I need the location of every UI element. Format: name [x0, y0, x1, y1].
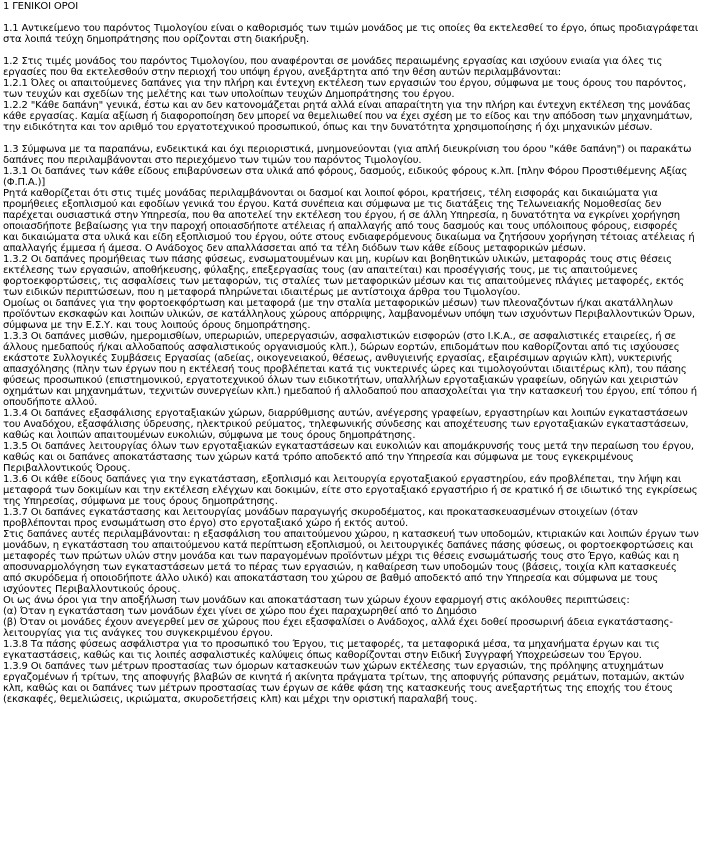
- text-line: φύσεως προσωπικού (επιστημονικού, εργατοτεχνικού όλων των ειδικοτήτων, υπαλλήλων εργοταξιακών γραφείων, οδηγών και χειριστών: [3, 375, 678, 386]
- text-line: και δικαιώματα στα υλικά και είδη εξοπλισμού του έργου, ούτε στους ενδιαφερόμενους δικαίωμα να ζητήσουν χορήγηση τέτοιας ατέλειας ή: [3, 232, 695, 243]
- blank-line: [3, 12, 715, 23]
- text-line: μεταφορές των πρώτων υλών στην μονάδα και των παραγομένων προϊόντων μέχρι τις θέσεις ενσωμάτωσής τους στο Έργο, καθώς και η: [3, 551, 679, 562]
- text-line: καθώς και οι δαπάνες αποκατάστασης των χώρων κατά τρόπο αποδεκτό από την Υπηρεσία και σύμφωνα με τους εγκεκριμένους: [3, 452, 634, 463]
- text-line: των ειδικών περιπτώσεων, που η μεταφορά πληρώνεται ιδιαιτέρως με αντίστοιχα άρθρα του Τιμολογίου.: [3, 287, 521, 298]
- text-line: (α) Όταν η εγκατάσταση των μονάδων έχει γίνει σε χώρο που έχει παραχωρηθεί από το Δημόσιο: [3, 606, 477, 617]
- text-line: ισχύοντες Περιβαλλοντικούς όρους.: [3, 584, 181, 595]
- text-line: εκάστοτε Συλλογικές Συμβάσεις Εργασίας (αδείας, οικογενειακού, θέσεως, ανθυγιεινής εργασίας, εξαιρέσιμων αργιών κλπ), νυκτερινής: [3, 353, 673, 364]
- text-line: (β) Όταν οι μονάδες έχουν ανεγερθεί μεν σε χώρους που έχει εξασφαλίσει ο Ανάδοχος, αλλά έχει δοθεί προσωρινή άδεια εγκατάστασης-: [3, 617, 673, 628]
- text-line: 1.3.8 Τα πάσης φύσεως ασφάλιστρα για το προσωπικό του Έργου, τις μεταφορές, τα μεταφορικά μέσα, τα μηχανήματα έργων και τις: [3, 639, 660, 650]
- text-line: οποιασδήποτε βεβαίωσης για την παροχή οποιασδήποτε ατέλειας ή απαλλαγής από τους δασμούς και τους υπόλοιπους φόρους, εισφορές: [3, 221, 678, 232]
- section-1-3: [3, 144, 715, 705]
- text-line: λειτουργίας για τις ανάγκες του συγκεκριμένου έργου.: [3, 628, 273, 639]
- text-line: 1.2.2 "Κάθε δαπάνη" γενικά, έστω και αν δεν κατονομάζεται ρητά αλλά είναι απαραίτητη για την πλήρη και έντεχνη εκτέλεση της μονάδας: [3, 100, 691, 111]
- text-line: Ρητά καθορίζεται ότι στις τιμές μονάδας περιλαμβάνονται οι δασμοί και λοιποί φόροι, κρατήσεις, τέλη εισφοράς και δικαιώματα για: [3, 188, 658, 199]
- text-line: 1.3 Σύμφωνα με τα παραπάνω, ενδεικτικά και όχι περιοριστικά, μνημονεύονται (για απλή διευκρίνιση του όρου "κάθε δαπάνη") οι παρακάτω: [3, 144, 692, 155]
- text-line: 1.3.3 Οι δαπάνες μισθών, ημερομισθίων, υπερωριών, υπερεργασιών, ασφαλιστικών εισφορών (στο Ι.Κ.Α., σε ασφαλιστικές εταιρείες, ή σε: [3, 331, 676, 342]
- text-line: δαπάνες που περιλαμβάνονται στο περιεχόμενο των τιμών του παρόντος Τιμολογίου.: [3, 155, 422, 166]
- text-line: σύμφωνα με την Ε.Σ.Υ. και τους λοιπούς όρους δημοπράτησης.: [3, 320, 311, 331]
- text-line: προϊόντων εκσκαφών και λοιπών υλικών, σε κατάλληλους χώρους απόρριψης, λαμβανομένων υπόψη των ισχυόντων Περιβαλλοντικών Όρων,: [3, 309, 695, 320]
- text-line: 1.3.1 Οι δαπάνες των κάθε είδους επιβαρύνσεων στα υλικά από φόρους, δασμούς, ειδικούς φόρους κ.λπ. [πλην Φόρου Προστιθέμενης Αξίας: [3, 166, 688, 177]
- text-line: 1.3.2 Οι δαπάνες προμήθειας των πάσης φύσεως, ενσωματουμένων και μη, κυρίων και βοηθητικών υλικών, μεταφοράς τους στις θέσεις: [3, 254, 672, 265]
- document: [3, 1, 715, 705]
- document-heading: 1 ΓΕΝΙΚΟΙ ΟΡΟΙ: [3, 1, 79, 12]
- text-line: των τευχών και σχεδίων της μελέτης και των υπολοίπων τευχών Δημοπράτησης του έργου.: [3, 89, 455, 100]
- text-line: στα λοιπά τεύχη δημοπράτησης που ορίζονται στη διακήρυξη.: [3, 34, 309, 45]
- text-line: οχημάτων και μηχανημάτων, τεχνιτών συνεργείων κλπ.) ημεδαπού ή αλλοδαπού που απασχολείται για την κατασκευή του έργου, επί τόπου ή: [3, 386, 697, 397]
- text-line: προμήθειες εξοπλισμού και εφοδίων γενικά του έργου. Κατά συνέπεια και σύμφωνα με τις διατάξεις της Τελωνειακής Νομοθεσίας δεν: [3, 199, 662, 210]
- text-line: Οι ως άνω όροι για την αποξήλωση των μονάδων και αποκατάσταση των χώρων έχουν εφαρμογή στις ακόλουθες περιπτώσεις:: [3, 595, 630, 606]
- text-line: εκτέλεσης των εργασιών, αποθήκευσης, φύλαξης, επεξεργασίας τους (αν απαιτείται) και προσέγγισής τους, με τις απαιτούμενες: [3, 265, 638, 276]
- text-line: 1.2.1 Όλες οι απαιτούμενες δαπάνες για την πλήρη και έντεχνη εκτέλεση των εργασιών του έργου, σύμφωνα με τους όρους του παρόντος,: [3, 78, 687, 89]
- text-line: Ομοίως οι δαπάνες για την φορτοεκφόρτωση και μεταφορά (με την σταλία μεταφορικών μέσων) των πλεοναζόντων ή/και ακατάλληλων: [3, 298, 673, 309]
- text-line: προβλέπονται προς ενσωμάτωση στο έργο) στο εργοταξιακό χώρο ή εκτός αυτού.: [3, 518, 409, 529]
- text-line: αποσυναρμολόγηση των εγκαταστάσεων μετά το πέρας των εργασιών, η καθαίρεση των υποδομών τους (βάσεις, τοιχία κλπ κατασκευές: [3, 562, 677, 573]
- text-line: της Υπηρεσίας, σύμφωνα με τους όρους δημοπράτησης.: [3, 496, 278, 507]
- text-line: μονάδων, η εγκατάσταση του απαιτούμενου κατά περίπτωση εξοπλισμού, οι λειτουργικές δαπάνες πάσης φύσεως, οι φορτοεκφορτώσεις και: [3, 540, 694, 551]
- text-line: μεταφορά των δοκιμίων και την εκτέλεση ελέγχων και δοκιμών, είτε στο εργοταξιακό εργαστήριο ή σε κρατικό ή σε ιδιωτικό της εγκρίσεως: [3, 485, 698, 496]
- text-line: 1.1 Αντικείμενο του παρόντος Τιμολογίου είναι ο καθορισμός των τιμών μονάδος με τις οποίες θα εκτελεσθεί το έργο, όπως προδιαγράφεται: [3, 23, 699, 34]
- text-line: του Αναδόχου, εξασφάλισης ύδρευσης, ηλεκτρικού ρεύματος, τηλεφωνικής σύνδεσης και αποχέτευσης των εργοταξιακών εγκαταστάσεων,: [3, 419, 689, 430]
- text-line: κλπ, καθώς και οι δαπάνες των μέτρων προστασίας των έργων σε κάθε φάση της κατασκευής τους ανεξαρτήτως της εποχής του έτους: [3, 683, 673, 694]
- text-line: (εκσκαφές, θεμελιώσεις, ικριώματα, σκυροδετήσεις κλπ) και μέχρι την οριστική παραλαβή τους.: [3, 694, 478, 705]
- text-line: άλλους ημεδαπούς ή/και αλλοδαπούς ασφαλιστικούς οργανισμούς κλπ.), δώρων εορτών, επιδομάτων που καθορίζονται από τις ισχύουσες: [3, 342, 680, 353]
- text-line: 1.3.7 Οι δαπάνες εγκατάστασης και λειτουργίας μονάδων παραγωγής σκυροδέματος, και προκατασκευασμένων στοιχείων (όταν: [3, 507, 638, 518]
- text-line: φορτοεκφορτώσεις, τις ασφαλίσεις των μεταφορών, τις σταλίες των μεταφορικών μέσων και τις απαιτούμενες πλάγιες μεταφορές, εκτός: [3, 276, 685, 287]
- text-line: Στις δαπάνες αυτές περιλαμβάνονται: η εξασφάλιση του απαιτούμενου χώρου, η κατασκευή των υποδομών, κτιριακών και λοιπών έργων των: [3, 529, 699, 540]
- text-line: 1.3.4 Οι δαπάνες εξασφάλισης εργοταξιακών χώρων, διαρρύθμισης αυτών, ανέγερσης γραφείων, εργαστηρίων και λοιπών εγκαταστάσεων: [3, 408, 688, 419]
- text-line: απασχόλησης (πλην των έργων που η εκτέλεσή τους προβλέπεται κατά τις νυκτερινές ώρες και τιμολογούνται ιδιαιτέρως κλπ), του πάσης: [3, 364, 687, 375]
- text-line: εργαζομένων ή τρίτων, της αποφυγής βλαβών σε κινητά ή ακίνητα πράγματα τρίτων, της αποφυγής ρύπανσης ρεμάτων, ποταμών, ακτών: [3, 672, 685, 683]
- text-line: εργασίες που θα εκτελεσθούν στην περιοχή του υπόψη έργου, ανεξάρτητα από την θέση αυτών περιλαμβάνονται:: [3, 67, 561, 78]
- text-line: εγκαταστάσεις, καθώς και τις λοιπές ασφαλιστικές καλύψεις όπως καθορίζονται στην Ειδική Συγγραφή Υποχρεώσεων του Έργου.: [3, 650, 642, 661]
- text-line: 1.2 Στις τιμές μονάδος του παρόντος Τιμολογίου, που αναφέρονται σε μονάδες περαιωμένης εργασίας και ισχύουν ενιαία για όλες τις: [3, 56, 663, 67]
- blank-line: [3, 45, 715, 56]
- text-line: απαλλαγής έμμεσα ή άμεσα. Ο Ανάδοχος δεν απαλλάσσεται από τα τέλη διόδων των κάθε είδους μεταφορικών μέσων.: [3, 243, 586, 254]
- text-line: (Φ.Π.Α.)]: [3, 177, 46, 188]
- section-1-1: [3, 23, 715, 45]
- text-line: Περιβαλλοντικούς Όρους.: [3, 463, 131, 474]
- text-line: 1.3.6 Οι κάθε είδους δαπάνες για την εγκατάσταση, εξοπλισμό και λειτουργία εργοταξιακού εργαστηρίου, εάν προβλέπεται, την λήψη και: [3, 474, 682, 485]
- text-line: 1.3.5 Οι δαπάνες λειτουργίας όλων των εργοταξιακών εγκαταστάσεων και ευκολιών και απομάκρυνσής τους μετά την περαίωση του έργου,: [3, 441, 694, 452]
- text-line: την ειδικότητα και τον αριθμό του εργατοτεχνικού προσωπικού, όπως και την δυνατότητα χρησιμοποίησης ή όχι μηχανικών μέσων.: [3, 122, 653, 133]
- text-line: καθώς και λοιπών απαιτουμένων ευκολιών, σύμφωνα με τους όρους δημοπράτησης.: [3, 430, 416, 441]
- text-line: από σκυρόδεμα ή οποιοδήποτε άλλο υλικό) και αποκατάσταση του χώρου σε βαθμό αποδεκτό από την Υπηρεσία και σύμφωνα με τους: [3, 573, 659, 584]
- text-line: οπουδήποτε αλλού.: [3, 397, 98, 408]
- section-1-2: [3, 56, 715, 133]
- text-line: 1.3.9 Οι δαπάνες των μέτρων προστασίας των όμορων κατασκευών των χώρων εκτέλεσης των εργασιών, της πρόληψης ατυχημάτων: [3, 661, 664, 672]
- text-line: παρέχεται ουσιαστικά στην Υπηρεσία, που θα αποτελεί την εκτέλεση του έργου, ή σε άλλη Υπηρεσία, η δυνατότητα να εγκρίνει χορήγηση: [3, 210, 680, 221]
- text-line: κάθε εργασίας. Καμία αξίωση ή διαφοροποίηση δεν μπορεί να θεμελιωθεί που να έχει σχέση με το είδος και την απόδοση των μηχανημάτων,: [3, 111, 693, 122]
- blank-line: [3, 133, 715, 144]
